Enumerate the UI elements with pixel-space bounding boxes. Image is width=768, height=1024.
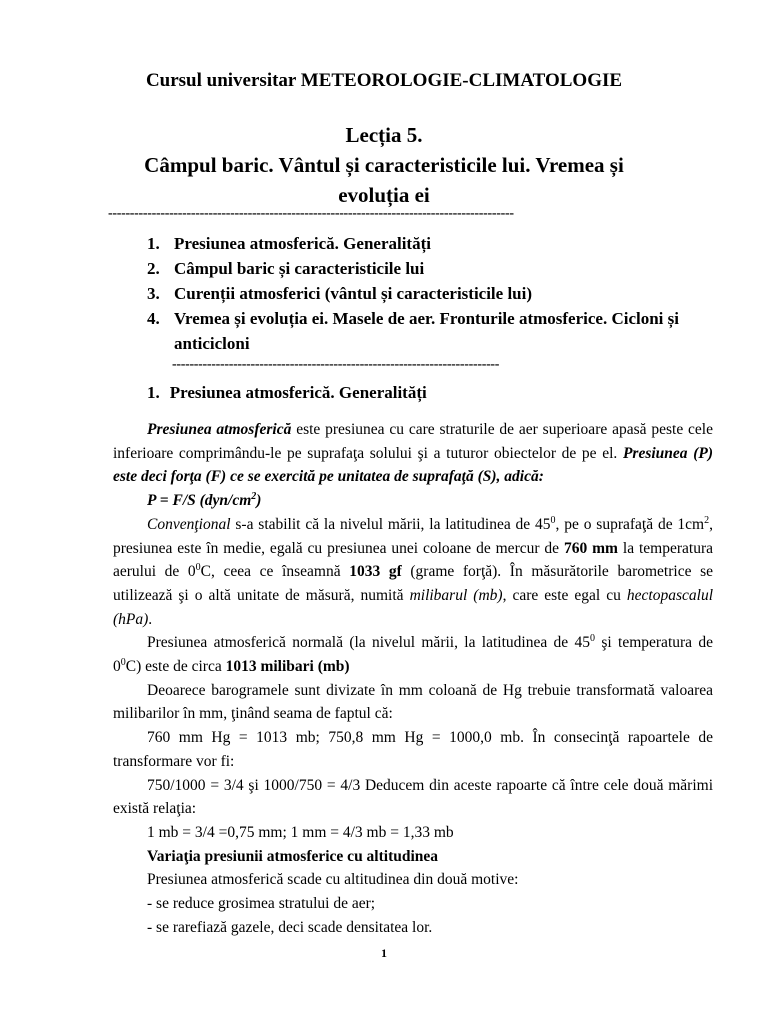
bullet-item: - se rarefiază gazele, deci scade densitatea lor. [147,918,433,936]
subheading: Variaţia presiunii atmosferice cu altitudinea [147,847,439,865]
separator-top: --------------------------------------------------------------------------------------------- [108,206,514,221]
toc-item: 4. Vremea și evoluția ei. Masele de aer. Fronturile atmosferice. Cicloni și anticicloni [147,309,679,353]
course-title: Cursul universitar METEOROLOGIE-CLIMATOLOGIE [145,70,623,91]
lesson-number: Lecția 5. [345,123,423,147]
toc-item: 2. Câmpul baric și caracteristicile lui [147,259,425,278]
paragraph-relation: 1 mb = 3/4 =0,75 mm; 1 mm = 4/3 mb = 1,33 mb [147,823,454,841]
paragraph-altitude: Presiunea atmosferică scade cu altitudinea din două motive: [147,871,519,889]
lesson-heading [0,120,768,210]
section-heading: 1. Presiunea atmosferică. Generalități [147,383,427,402]
formula: P = F/S $(dyn/cm^2)$ [147,490,262,510]
toc-item: 1. Presiunea atmosferică. Generalități [147,234,431,253]
page-number: 1 [381,946,387,960]
table-of-contents [147,231,727,356]
body-text [113,418,713,939]
lesson-title-line1: Câmpul baric. Vântul și caracteristicile lui. Vremea și [144,153,624,177]
paragraph-convention: Convenţional s-a stabilit că la nivelul mării, la latitudinea de $45^0$, pe o suprafaţă de $1cm^2$, presiunea este în medie, egală cu presiunea unei coloane de mercur de 760 mm la temperatura aerului de $0^0C$, ceea ce înseamnă 1033 gf (grame forţă). În măsurătorile barometrice se utilizează şi o altă unitate de măsură, numită milibarul (mb), care este egal cu hectopascalul (hPa). [113,514,714,628]
bullet-item: - se reduce grosimea stratului de aer; [147,895,376,913]
lesson-title-line2: evoluția ei [338,183,430,207]
paragraph-ratios: 750/1000 = 3/4 şi 1000/750 = 4/3 Deducem din aceste rapoarte că între cele două mărimi există relaţia: [113,776,713,818]
paragraph-barograms: Deoarece barogramele sunt divizate în mm coloană de Hg trebuie transformată valoarea milibarilor în mm, ţinând seama de faptul că: [113,681,713,723]
toc-item: 3. Curenții atmosferici (vântul și caracteristicile lui) [147,284,533,303]
paragraph-normal-pressure: Presiunea atmosferică normală (la nivelul mării, la latitudinea de $45^0$ şi temperatura de $0^0C$) este de circa 1013 milibari (mb) [113,633,713,676]
paragraph-definition: Presiunea atmosferică este presiunea cu care straturile de aer superioare apasă peste cele inferioare comprimându-le pe suprafaţa solului şi a tuturor obiectelor de pe el. Presiunea (P) este deci forţa (F) ce se exercită pe unitatea de suprafaţă (S), adică: [113,421,713,486]
separator-bottom: --------------------------------------------------------------------------- [172,357,500,372]
paragraph-conversion: 760 mm Hg = 1013 mb; 750,8 mm Hg = 1000,0 mb. În consecinţă rapoartele de transformare vor fi: [113,729,713,770]
